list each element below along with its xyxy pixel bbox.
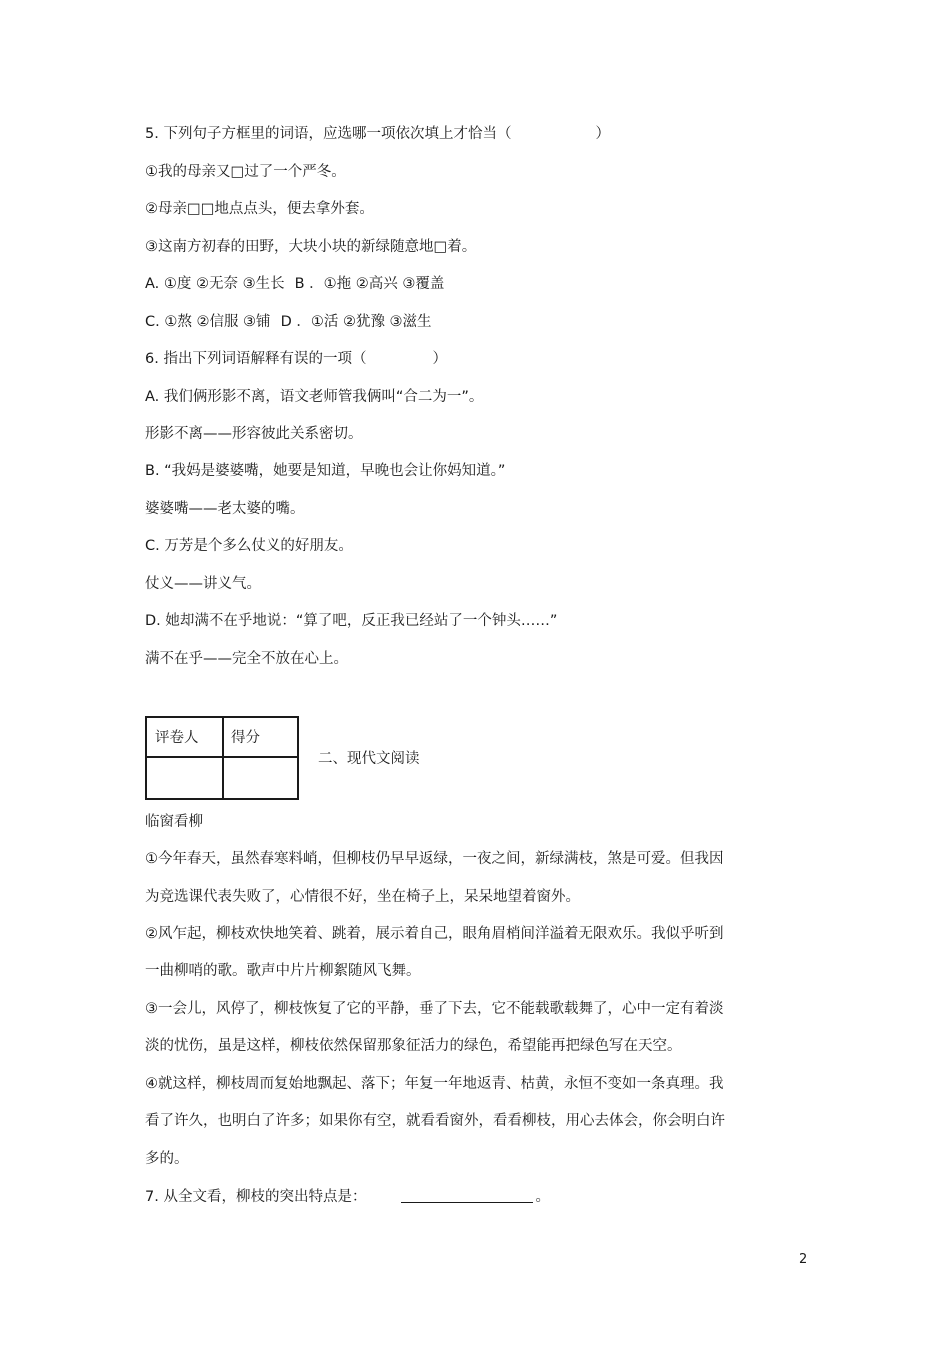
passage-p4-line1: ④就这样，柳枝周而复始地飘起、落下；年复一年地返青、枯黄，永恒不变如一条真理。我 [145,1076,724,1092]
q5-sentence-2: ②母亲□□地点点头，便去拿外套。 [145,201,374,217]
passage-p4-line2: 看了许久，也明白了许多；如果你有空，就看看窗外，看看柳枝，用心去体会，你会明白许 [145,1113,725,1129]
q6-option-c: C. 万芳是个多么仗义的好朋友。 [145,538,353,554]
q6-stem: 6. 指出下列词语解释有误的一项（ ） [145,351,447,367]
q6-option-a: A. 我们俩形影不离，语文老师管我俩叫“合二为一”。 [145,389,484,405]
q5-option-c: C. ①熬 ②信服 ③铺 [145,314,271,330]
page-number: 2 [799,1252,808,1267]
q6-option-d-explain: 满不在乎——完全不放在心上。 [145,651,348,667]
q6-option-b-explain: 婆婆嘴——老太婆的嘴。 [145,501,305,517]
q5-sentence-1: ①我的母亲又□过了一个严冬。 [145,164,346,180]
q5-options-cd [145,312,432,332]
passage-p3-line2: 淡的忧伤，虽是这样，柳枝依然保留那象征活力的绿色，希望能再把绿色写在天空。 [145,1038,682,1054]
answer-blank[interactable] [401,1188,533,1203]
q5-option-b: B ．①拖 ②高兴 ③覆盖 [294,276,445,292]
passage-p2-line1: ②风乍起，柳枝欢快地笑着、跳着，展示着自己，眼角眉梢间洋溢着无限欢乐。我似乎听到 [145,926,724,942]
q5-options-ab [145,274,444,294]
table-divider [222,718,224,798]
q6-option-a-explain: 形影不离——形容彼此关系密切。 [145,426,363,442]
q6-option-c-explain: 仗义——讲义气。 [145,576,261,592]
q7-stem: 7. 从全文看，柳枝的突出特点是： 。 [145,1189,550,1205]
passage-p1-line2: 为竞选课代表失败了，心情很不好，坐在椅子上，呆呆地望着窗外。 [145,889,580,905]
score-header: 得分 [231,730,260,746]
q5-option-a: A. ①度 ②无奈 ③生长 [145,276,285,292]
passage-p4-line3: 多的。 [145,1151,189,1167]
passage-p1-line1: ①今年春天，虽然春寒料峭，但柳枝仍早早返绿，一夜之间，新绿满枝，煞是可爱。但我因 [145,851,724,867]
q6-option-d: D. 她却满不在乎地说：“算了吧，反正我已经站了一个钟头……” [145,613,558,629]
passage-p3-line1: ③一会儿，风停了，柳枝恢复了它的平静，垂了下去，它不能载歌载舞了，心中一定有着淡 [145,1001,724,1017]
score-table [145,716,299,800]
reviewer-header: 评卷人 [155,730,199,746]
table-divider [147,756,297,758]
q6-option-b: B. “我妈是婆婆嘴，她要是知道，早晚也会让你妈知道。” [145,463,506,479]
passage-title: 临窗看柳 [145,814,203,830]
q5-option-d: D ．①活 ②犹豫 ③滋生 [280,314,432,330]
q5-sentence-3: ③这南方初春的田野，大块小块的新绿随意地□着。 [145,239,477,255]
passage-p2-line2: 一曲柳哨的歌。歌声中片片柳絮随风飞舞。 [145,963,421,979]
q5-stem: 5. 下列句子方框里的词语，应选哪一项依次填上才恰当（ ） [145,126,610,142]
section-title: 二、现代文阅读 [318,751,420,767]
